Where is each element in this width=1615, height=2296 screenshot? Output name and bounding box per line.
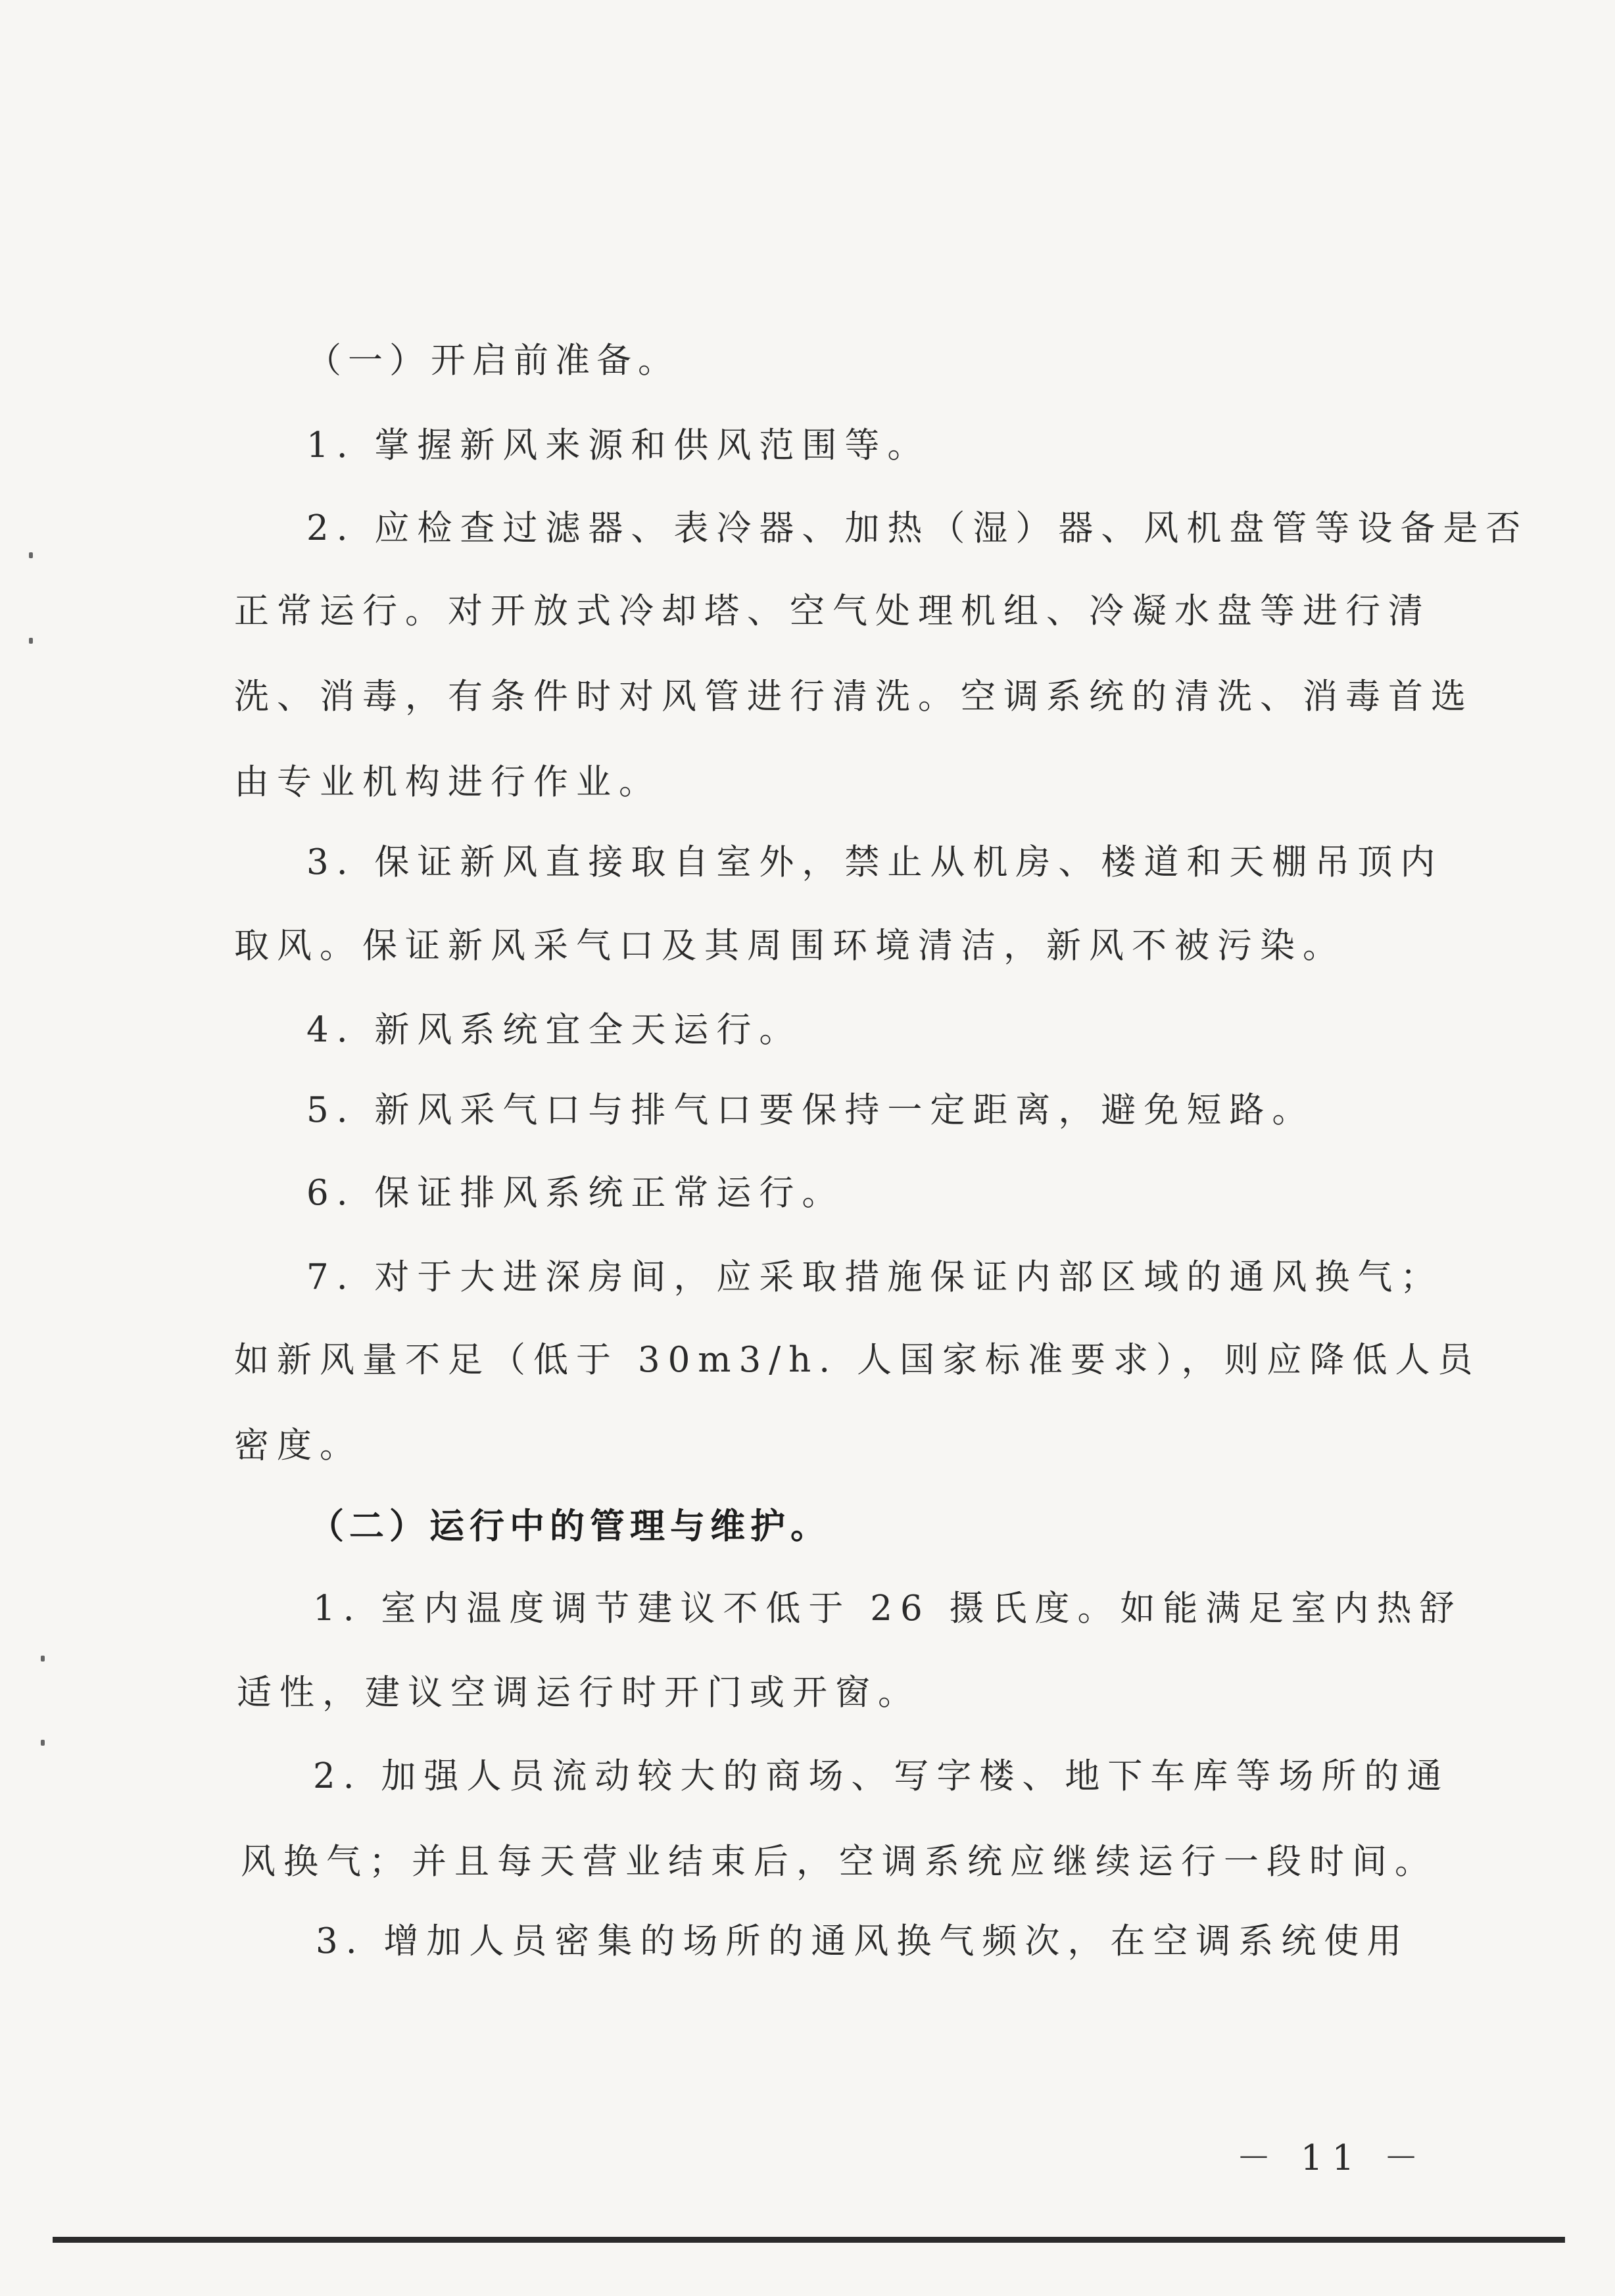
scan-speck	[29, 638, 33, 644]
paragraph-line: 7. 对于大进深房间，应采取措施保证内部区域的通风换气；	[306, 1257, 1443, 1297]
page-number: － 11 －	[1236, 2138, 1428, 2178]
paragraph-line: 4. 新风系统宜全天运行。	[306, 1010, 802, 1050]
paragraph-line: 6. 保证排风系统正常运行。	[306, 1173, 845, 1213]
paragraph-line: 正常运行。对开放式冷却塔、空气处理机组、冷凝水盘等进行清	[234, 591, 1431, 631]
paragraph-line: 3. 保证新风直接取自室外，禁止从机房、楼道和天棚吊顶内	[306, 842, 1443, 882]
paragraph-line: 5. 新风采气口与排气口要保持一定距离，避免短路。	[306, 1090, 1315, 1130]
scan-speck	[29, 552, 33, 558]
paragraph-line: 1. 室内温度调节建议不低于 26 摄氏度。如能满足室内热舒	[313, 1589, 1462, 1629]
paragraph-line: 2. 应检查过滤器、表冷器、加热（湿）器、风机盘管等设备是否	[306, 508, 1529, 548]
paragraph-line: 如新风量不足（低于 30m3/h. 人国家标准要求），则应降低人员	[234, 1340, 1481, 1380]
paragraph-line: 1. 掌握新风来源和供风范围等。	[306, 425, 930, 466]
bottom-border-line	[53, 2237, 1565, 2243]
paragraph-line: 由专业机构进行作业。	[234, 762, 662, 802]
scan-speck	[41, 1656, 45, 1662]
section-heading-1: （一）开启前准备。	[306, 341, 679, 381]
scan-speck	[41, 1740, 45, 1746]
paragraph-line: 2. 加强人员流动较大的商场、写字楼、地下车库等场所的通	[313, 1756, 1450, 1796]
section-heading-2: （二）运行中的管理与维护。	[309, 1506, 831, 1546]
paragraph-line: 3. 增加人员密集的场所的通风换气频次，在空调系统使用	[316, 1921, 1410, 1961]
paragraph-line: 适性，建议空调运行时开门或开窗。	[237, 1673, 921, 1713]
paragraph-line: 洗、消毒，有条件时对风管进行清洗。空调系统的清洗、消毒首选	[234, 677, 1474, 717]
paragraph-line: 密度。	[234, 1425, 362, 1466]
paragraph-line: 取风。保证新风采气口及其周围环境清洁，新风不被污染。	[234, 926, 1345, 966]
paragraph-line: 风换气；并且每天营业结束后，空调系统应继续运行一段时间。	[241, 1842, 1437, 1882]
